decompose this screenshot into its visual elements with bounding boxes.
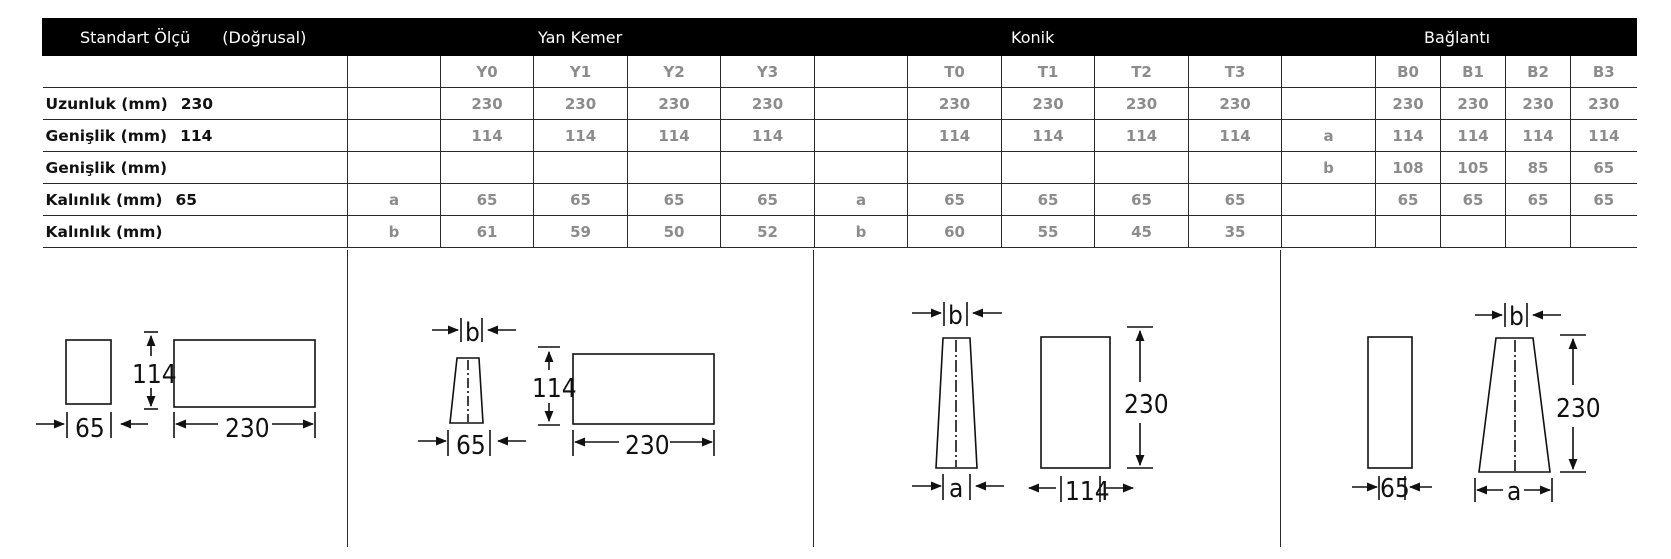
value-cell: 230 xyxy=(534,88,628,120)
value-cell: 35 xyxy=(1189,216,1282,248)
sub-label-cell: b xyxy=(815,216,908,248)
konik-bottom-label: a xyxy=(949,474,964,504)
header-yan-kemer: Yan Kemer xyxy=(441,19,908,56)
value-cell: 65 xyxy=(441,184,534,216)
standard-brick-side-view xyxy=(174,340,315,407)
code-cell: T0 xyxy=(908,56,1002,88)
baglanti-bottom-label: a xyxy=(1507,477,1522,507)
value-cell: 114 xyxy=(908,120,1002,152)
code-cell: B1 xyxy=(1441,56,1506,88)
header-konik: Konik xyxy=(908,19,1376,56)
row-standard-value: 65 xyxy=(175,190,198,209)
baglanti-end-view xyxy=(1368,337,1412,468)
value-cell: 65 xyxy=(721,184,815,216)
baglanti-drawing xyxy=(1352,302,1601,507)
sub-label-cell: a xyxy=(1282,120,1376,152)
sub-label-cell: a xyxy=(348,184,441,216)
value-cell: 230 xyxy=(1376,88,1441,120)
baglanti-length-label: 230 xyxy=(1556,394,1601,424)
value-cell: 108 xyxy=(1376,152,1441,184)
value-cell: 65 xyxy=(908,184,1002,216)
value-cell: 230 xyxy=(1189,88,1282,120)
sub-label-cell: a xyxy=(815,184,908,216)
value-cell: 65 xyxy=(1441,184,1506,216)
value-cell: 65 xyxy=(534,184,628,216)
row-standard-value: 230 xyxy=(180,94,214,113)
value-cell: 65 xyxy=(1506,184,1571,216)
code-cell: B0 xyxy=(1376,56,1441,88)
konik-length-label: 230 xyxy=(1124,390,1169,420)
value-cell: 65 xyxy=(1571,152,1637,184)
value-cell: 114 xyxy=(721,120,815,152)
value-cell: 230 xyxy=(1441,88,1506,120)
value-cell: 61 xyxy=(441,216,534,248)
code-cell: T3 xyxy=(1189,56,1282,88)
value-cell: 114 xyxy=(441,120,534,152)
value-cell: 114 xyxy=(1095,120,1189,152)
standard-thickness-label: 65 xyxy=(75,414,105,444)
value-cell: 230 xyxy=(628,88,721,120)
standard-length-label: 230 xyxy=(225,414,270,444)
yan-kemer-drawing xyxy=(418,318,714,461)
sub-label-cell: b xyxy=(1282,152,1376,184)
value-cell: 230 xyxy=(721,88,815,120)
code-cell: Y0 xyxy=(441,56,534,88)
value-cell: 114 xyxy=(534,120,628,152)
row-label: Kalınlık (mm) xyxy=(45,222,163,241)
standard-width-label: 114 xyxy=(132,360,177,390)
yan-kemer-top-label: b xyxy=(465,318,480,348)
code-cell: T1 xyxy=(1002,56,1095,88)
yan-kemer-width-label: 114 xyxy=(532,374,577,404)
header-baglanti: Bağlantı xyxy=(1376,19,1637,56)
konik-top-label: b xyxy=(948,301,963,331)
code-cell: Y3 xyxy=(721,56,815,88)
value-cell: 65 xyxy=(1376,184,1441,216)
value-cell: 65 xyxy=(1571,184,1637,216)
konik-drawing xyxy=(912,301,1169,507)
row-label: Genişlik (mm) xyxy=(45,158,168,177)
value-cell: 52 xyxy=(721,216,815,248)
value-cell: 114 xyxy=(1571,120,1637,152)
value-cell: 230 xyxy=(1506,88,1571,120)
yan-kemer-thickness-label: 65 xyxy=(456,431,486,461)
konik-side-view xyxy=(1041,337,1110,468)
value-cell: 114 xyxy=(1376,120,1441,152)
value-cell: 45 xyxy=(1095,216,1189,248)
value-cell: 230 xyxy=(1571,88,1637,120)
value-cell: 65 xyxy=(1095,184,1189,216)
row-label: Uzunluk (mm) xyxy=(45,94,168,113)
value-cell: 114 xyxy=(1506,120,1571,152)
yan-kemer-end-view xyxy=(450,358,483,423)
value-cell: 114 xyxy=(1441,120,1506,152)
value-cell: 114 xyxy=(1189,120,1282,152)
value-cell: 59 xyxy=(534,216,628,248)
baglanti-thickness-label: 65 xyxy=(1380,474,1410,504)
value-cell: 50 xyxy=(628,216,721,248)
baglanti-top-label: b xyxy=(1509,302,1524,332)
yan-kemer-side-view xyxy=(573,354,714,424)
value-cell: 230 xyxy=(1095,88,1189,120)
value-cell: 230 xyxy=(908,88,1002,120)
code-cell: B3 xyxy=(1571,56,1637,88)
code-cell: T2 xyxy=(1095,56,1189,88)
standard-brick-end-view xyxy=(66,340,111,404)
code-cell: B2 xyxy=(1506,56,1571,88)
row-standard-value: 114 xyxy=(180,126,213,145)
value-cell: 114 xyxy=(1002,120,1095,152)
yan-kemer-length-label: 230 xyxy=(625,431,670,461)
code-cell: Y1 xyxy=(534,56,628,88)
value-cell: 85 xyxy=(1506,152,1571,184)
konik-width-label: 114 xyxy=(1065,477,1110,507)
value-cell: 65 xyxy=(1002,184,1095,216)
value-cell: 105 xyxy=(1441,152,1506,184)
value-cell: 230 xyxy=(1002,88,1095,120)
header-standard-label: Standart Ölçü xyxy=(80,27,191,47)
value-cell: 65 xyxy=(628,184,721,216)
row-label: Genişlik (mm) xyxy=(45,126,168,145)
value-cell: 55 xyxy=(1002,216,1095,248)
value-cell: 230 xyxy=(441,88,534,120)
value-cell: 65 xyxy=(1189,184,1282,216)
sub-label-cell: b xyxy=(348,216,441,248)
header-standard-sub: (Doğrusal) xyxy=(222,27,307,47)
standard-brick-drawing xyxy=(36,332,315,444)
row-label: Kalınlık (mm) xyxy=(45,190,163,209)
value-cell: 60 xyxy=(908,216,1002,248)
code-cell: Y2 xyxy=(628,56,721,88)
value-cell: 114 xyxy=(628,120,721,152)
